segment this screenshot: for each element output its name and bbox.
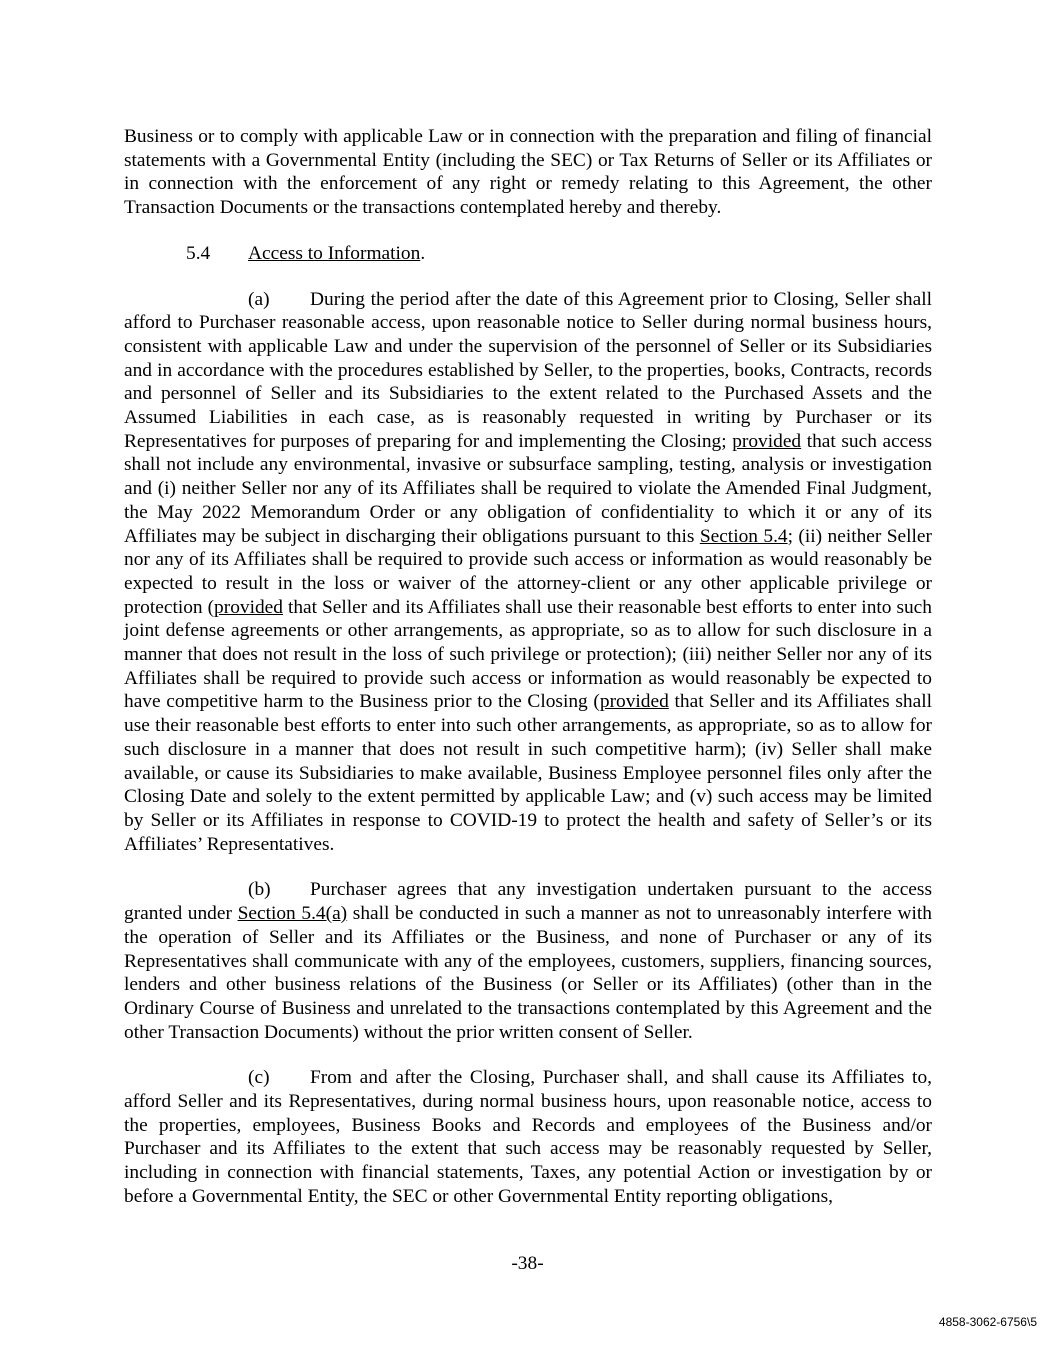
paragraph-a: (a) During the period after the date of this Agreement prior to Closing, Seller shall afford to Purchaser reasonable access, upon reasonable notice to Seller during normal business hours, consistent with applicable Law and under the supervision of the personnel of Seller or its Subsidiaries and in accordance with the procedures established by Seller, to the properties, books, Contracts, records and personnel of Seller and its Subsidiaries to the extent related to the Purchased Assets and the Assumed Liabilities in each case, as is reasonably requested in writing by Purchaser or its Representatives for purposes of preparing for and implementing the Closing; provided that such access shall not include any environmental, invasive or subsurface sampling, testing, analysis or investigation and (i) neither Seller nor any of its Affiliates shall be required to violate the Amended Final Judgment, the May 2022 Memorandum Order or any obligation of confidentiality to which it or any of its Affiliates may be subject in discharging their obligations pursuant to this Section 5.4; (ii) neither Seller nor any of its Affiliates shall be required to provide such access or information as would reasonably be expected to result in the loss or waiver of the attorney-client or any other applicable privilege or protection (provided that Seller and its Affiliates shall use their reasonable best efforts to enter into such joint defense agreements or other arrangements, as appropriate, so as to allow for such disclosure in a manner that does not result in the loss of such privilege or protection); (iii) neither Seller nor any of its Affiliates shall be required to provide such access or information as would reasonably be expected to have competitive harm to the Business prior to the Closing (provided that Seller and its Affiliates shall use their reasonable best efforts to enter into such other arrangements, as appropriate, so as to allow for such disclosure in a manner that does not result in such competitive harm); (iv) Seller shall make available, or cause its Subsidiaries to make available, Business Employee personnel files only after the Closing Date and solely to the extent permitted by applicable Law; and (v) such access may be limited by Seller or its Affiliates in response to COVID-19 to protect the health and safety of Seller’s or its Affiliates’ Representatives. (124, 288, 933, 855)
section-heading: 5.4 Access to Information. (186, 242, 426, 264)
provided-term: provided (214, 596, 283, 618)
section-title: Access to Information (248, 242, 421, 264)
paragraph-b-label: (b) (248, 879, 271, 901)
section-reference: Section 5.4 (699, 525, 788, 547)
section-number: 5.4 (186, 242, 211, 264)
provided-term: provided (732, 430, 802, 452)
paragraph-c: (c) From and after the Closing, Purchaser shall, and shall cause its Affiliates to, afford Seller and its Representatives, during normal business hours, upon reasonable notice, access to the properties, employees, Business Books and Records and employees of the Business and/or Purchaser and its Affiliates to the extent that such access may be reasonably requested by Seller, including in connection with financial statements, Taxes, any potential Action or investigation by or before a Governmental Entity, the SEC or other Governmental Entity reporting obligations, (124, 1067, 932, 1207)
paragraph-a-label: (a) (248, 288, 270, 310)
page-number: -38- (511, 1253, 544, 1274)
section-reference: Section 5.4(a) (237, 903, 348, 925)
document-body (124, 125, 932, 1231)
paragraph-c-label: (c) (248, 1067, 270, 1089)
paragraph-b: (b) Purchaser agrees that any investigation undertaken pursuant to the access granted under Section 5.4(a) shall be conducted in such a manner as not to unreasonably interfere with the operation of Seller and its Affiliates or the Business, and none of Purchaser or any of its Representatives shall communicate with any of the employees, customers, suppliers, financing sources, lenders and other business relations of the Business (or Seller or its Affiliates) (other than in the Ordinary Course of Business and unrelated to the transactions contemplated by this Agreement and the other Transaction Documents) without the prior written consent of Seller. (124, 879, 932, 1043)
provided-term: provided (599, 691, 669, 713)
continuation-paragraph: Business or to comply with applicable Law or in connection with the preparation and filing of financial statements with a Governmental Entity (including the SEC) or Tax Returns of Seller or its Affiliates or in connection with the enforcement of any right or remedy relating to this Agreement, the other Transaction Documents or the transactions contemplated hereby and thereby. (124, 126, 932, 219)
document-id: 4858-3062-6756\5 (938, 1315, 1037, 1329)
